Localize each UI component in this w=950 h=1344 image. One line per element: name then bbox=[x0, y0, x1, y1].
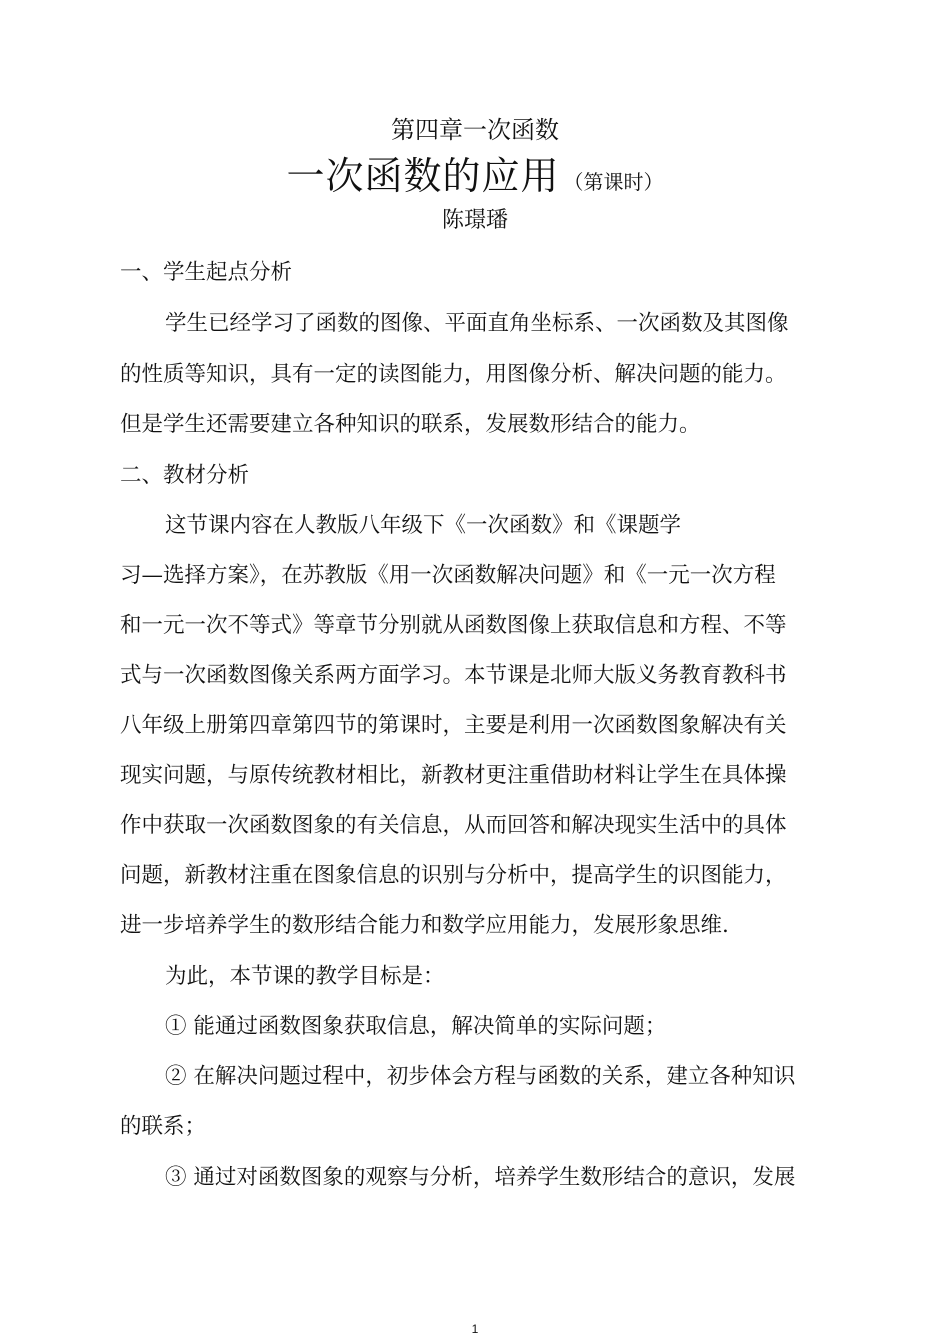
paragraph-line: 学生已经学习了函数的图像、平面直角坐标系、一次函数及其图像 bbox=[165, 311, 789, 336]
objective-item-1: ① 能通过函数图象获取信息，解决简单的实际问题； bbox=[165, 1014, 667, 1039]
lesson-subtitle: （第课时） bbox=[563, 170, 664, 194]
paragraph-line: 作中获取一次函数图象的有关信息，从而回答和解决现实生活中的具体 bbox=[120, 813, 787, 838]
author-name: 陈璟璠 bbox=[441, 208, 508, 233]
paragraph-line: 但是学生还需要建立各种知识的联系，发展数形结合的能力。 bbox=[120, 412, 701, 437]
paragraph-line: 为此，本节课的教学目标是： bbox=[165, 964, 445, 989]
chapter-heading: 第四章一次函数 bbox=[391, 116, 559, 144]
paragraph-line: 式与一次函数图像关系两方面学习。本节课是北师大版义务教育教科书 bbox=[120, 663, 787, 688]
paragraph-line: 八年级上册第四章第四节的第课时，主要是利用一次函数图象解决有关 bbox=[120, 713, 787, 738]
paragraph-line: 的性质等知识，具有一定的读图能力，用图像分析、解决问题的能力。 bbox=[120, 362, 787, 387]
section-heading-student-analysis: 一、学生起点分析 bbox=[120, 260, 293, 285]
paragraph-line: 的联系； bbox=[120, 1114, 207, 1139]
lesson-title-row bbox=[0, 152, 950, 208]
objective-item-3: ③ 通过对函数图象的观察与分析，培养学生数形结合的意识，发展 bbox=[165, 1165, 796, 1190]
page-number: 1 bbox=[471, 1322, 479, 1336]
paragraph-line: 进一步培养学生的数形结合能力和数学应用能力，发展形象思维. bbox=[120, 913, 729, 938]
paragraph-line: 和一元一次不等式》等章节分别就从函数图像上获取信息和方程、不等 bbox=[120, 613, 787, 638]
lesson-title: 一次函数的应用 bbox=[286, 154, 560, 198]
objective-item-2: ② 在解决问题过程中，初步体会方程与函数的关系，建立各种知识 bbox=[165, 1064, 796, 1089]
paragraph-line: 问题，新教材注重在图象信息的识别与分析中，提高学生的识图能力， bbox=[120, 863, 787, 888]
paragraph-line: 习—选择方案》，在苏教版《用一次函数解决问题》和《一元一次方程 bbox=[120, 563, 776, 588]
paragraph-line: 这节课内容在人教版八年级下《一次函数》和《课题学 bbox=[165, 513, 682, 538]
paragraph-line: 现实问题，与原传统教材相比，新教材更注重借助材料让学生在具体操 bbox=[120, 763, 787, 788]
section-heading-textbook-analysis: 二、教材分析 bbox=[120, 463, 250, 488]
